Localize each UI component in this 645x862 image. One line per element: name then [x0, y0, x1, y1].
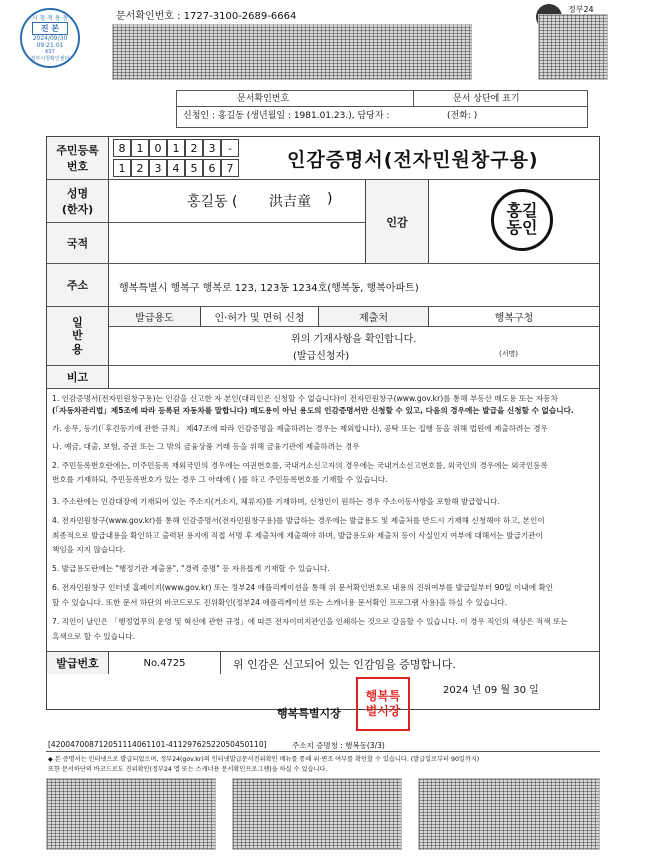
note-line: 5. 발급용도란에는 "행정기관 제출용", "경력 증명" 등 자유롭게 기재할 수 있습니다.	[52, 564, 330, 573]
footer-notice-line1: ◆ 본 증명서는 인터넷으로 발급되었으며, 정부24(gov.kr)의 인터넷발급문서진위확인 메뉴를 통해 위·변조 여부를 확인할 수 있습니다. (발급일로부터 90일까지)	[48, 756, 480, 763]
note-line: 1. 인감증명서(전자민원창구용)는 인감을 신고한 자 본인(대리인은 신청할 수 없습니다)이 전자민원창구(www.gov.kr)를 통해 부동산 매도용 또는 자동차	[52, 394, 558, 403]
stamp-top-text: 시 청 적 용 동	[31, 15, 69, 22]
address-label	[47, 264, 109, 306]
id-digit: 8	[113, 139, 131, 157]
purpose-value-text: 인·허가 및 면허 신청	[214, 313, 305, 324]
request-box-col1-title: 문서확인번호	[237, 94, 290, 104]
certification-stamp	[20, 8, 80, 68]
id-digit: 0	[149, 139, 167, 157]
seal-text-bottom: 동인	[506, 218, 538, 237]
issue-number-value-text: No.4725	[143, 657, 186, 669]
submit-label-text: 제출처	[359, 313, 388, 324]
note-line: (「자동차관리법」제5조에 따라 등록된 자동차를 말합니다) 매도용이 아닌 용도의 인감증명서만 신청할 수 있고, 다음의 경우에는 발급을 신청할 수 없습니다.	[52, 406, 574, 415]
id-number-label-text: 주민등록 번호	[56, 144, 99, 173]
note-line: 3. 주소란에는 인감대장에 기재되어 있는 주소지(거소지, 체류지)를 기재하며, 신청인이 원하는 경우 주소이동사항을 포함해 발급합니다.	[52, 497, 500, 506]
nationality-label-text: 국적	[66, 237, 89, 250]
name-label-text: 성명 (한자)	[61, 187, 94, 216]
document-title: 인감증명서(전자민원창구용)	[287, 149, 539, 171]
id-digit: 5	[185, 159, 203, 177]
document-number: 문서확인번호 : 1727-3100-2689-6664	[116, 11, 297, 22]
gov24-qr-code	[538, 14, 608, 80]
issue-number-label	[47, 652, 109, 674]
applicant-line: 신청인 : 홍길동 (생년월일 : 1981.01.23.), 담당자 :	[183, 111, 390, 121]
verification-barcode	[418, 778, 600, 850]
remarks-label-text: 비고	[66, 371, 89, 384]
id-digit: 6	[203, 159, 221, 177]
note-line: 최종적으로 발급내용을 확인하고 출력된 용지에 직접 서명 후 제출처에 제출해야 하며, 발급용도와 제출처 등이 사실인지 여부에 대해서는 발급기관이	[52, 531, 543, 540]
purpose-value	[201, 307, 319, 326]
official-seal-bottom: 별시장	[365, 704, 401, 718]
confirm-text: 위의 기재사항을 확인합니다.	[291, 334, 417, 345]
stamp-middle-text: 진 본	[32, 22, 68, 35]
name-value: 홍길동 (	[187, 194, 238, 210]
id-digit: 2	[131, 159, 149, 177]
note-line: 번호를 기재하되, 주민등록번호가 있는 경우 그 아래에 ( )를 하고 주민등록번호를 기재할 수 있습니다.	[52, 475, 388, 484]
id-digit: 7	[221, 159, 239, 177]
gov24-label: 정부24	[568, 5, 594, 14]
note-line: 책임을 지지 않습니다.	[52, 545, 126, 554]
submit-label	[319, 307, 429, 326]
barcode-number: [420047008712051114061101-41129762522050450110]	[48, 740, 267, 749]
address-label-text: 주소	[66, 279, 89, 292]
official-seal	[356, 677, 410, 731]
name-close-paren: )	[327, 191, 333, 207]
purpose-label-text: 발급용도	[135, 313, 174, 324]
id-digit: 1	[113, 159, 131, 177]
note-line: 할 수 있습니다. 또한 문서 하단의 바코드로도 진위확인(정부24 애플리케이션 또는 스캐너용 문서확인 프로그램 사용)을 하실 수 있습니다.	[52, 598, 508, 607]
remarks-label	[47, 366, 109, 388]
note-line: 6. 전자민원창구 인터넷 홈페이지(www.gov.kr) 또는 정부24 애플리케이션을 통해 위 문서확인번호로 내용의 진위여부를 발급일부터 90일 이내에 확인	[52, 583, 554, 592]
request-box-col2-title: 문서 상단에 표기	[453, 94, 520, 104]
note-line: 가. 송무, 등기(「후견등기에 관한 규칙」 제47조에 따라 인감증명을 제출하려는 경우는 제외합니다), 공탁 또는 집행 등을 위해 법원에 제출하려는 경우	[52, 424, 548, 433]
general-use-label	[47, 307, 109, 365]
stamp-date: 2024/09/30	[32, 35, 68, 42]
stamp-timezone: KST	[45, 49, 55, 55]
verification-barcode	[232, 778, 402, 850]
issue-date: 2024 년 09 월 30 일	[443, 685, 539, 696]
name-label	[47, 180, 109, 222]
phone-line: (전화: )	[447, 111, 478, 121]
id-digit: 1	[167, 139, 185, 157]
purpose-label	[109, 307, 201, 326]
note-line: 7. 직인이 날인은 「행정업무의 운영 및 혁신에 관한 규정」에 따른 전자이미지관인을 인쇄하는 것으로 갈음할 수 있습니다. 이 경우 직인의 색상은 적색 또는	[52, 617, 568, 626]
general-use-label-text: 일 반 용	[72, 316, 83, 356]
submit-value-text: 행복구청	[494, 313, 534, 324]
note-line: 흑색으로 할 수 있습니다.	[52, 632, 136, 641]
submit-value	[429, 307, 599, 326]
note-line: 4. 전자민원창구(www.gov.kr)를 통해 인감증명서(전자민원창구용)를 발급하는 경우에는 발급용도 및 제출처를 반드시 기재해 신청해야 하고, 본인이	[52, 516, 545, 525]
seal-text-top: 홍길	[506, 201, 538, 221]
official-seal-top: 행복특	[365, 689, 401, 703]
stamp-time: 09:21:01	[36, 42, 64, 49]
id-digit: 1	[131, 139, 149, 157]
nationality-label	[47, 223, 109, 263]
mayor-name: 행복특별시장	[277, 707, 341, 720]
applicant-text: (발급신청자)	[293, 351, 350, 362]
seal-label-text: 인감	[386, 215, 408, 229]
personal-seal	[491, 189, 553, 251]
note-line: 나. 예금, 대출, 보험, 증권 또는 그 밖의 금융상품 거래 등을 위해 금융기관에 제출하려는 경우	[52, 442, 360, 451]
id-digits	[113, 139, 263, 179]
name-hanja: 洪吉童	[269, 194, 311, 210]
id-digit: 3	[149, 159, 167, 177]
id-digit: 3	[203, 139, 221, 157]
request-box	[176, 90, 588, 128]
id-digit: 2	[185, 139, 203, 157]
id-number-label	[47, 137, 109, 179]
verification-barcode	[46, 778, 216, 850]
stamp-bottom-text: 정부시청확인센터	[30, 56, 70, 62]
address-proof: 주소지 증명청 : 행복동(3/3)	[292, 741, 385, 750]
seal-label-cell	[365, 180, 429, 263]
sign-text: (서명)	[499, 350, 518, 358]
qr-code	[112, 24, 472, 80]
id-digit: -	[221, 139, 239, 157]
certification-statement: 위 인감은 신고되어 있는 인감임을 증명합니다.	[233, 658, 456, 671]
address-value: 행복특별시 행복구 행복로 123, 123동 1234호(행복동, 행복아파트)	[119, 283, 419, 294]
issue-number-label-text: 발급번호	[56, 657, 99, 670]
note-line: 2. 주민등록번호란에는, 미주민등록 재외국민의 경우에는 여권번호를, 국내거소신고자의 경우에는 국내거소신고번호를, 외국인의 경우에는 외국인등록	[52, 461, 548, 470]
id-digit: 4	[167, 159, 185, 177]
issue-number-value	[109, 652, 221, 674]
footer-notice-line2: 또한 문서하단의 바코드로도 진위확인(정부24 앱 또는 스캐너용 문서확인프로그램)을 하실 수 있습니다.	[48, 766, 328, 773]
